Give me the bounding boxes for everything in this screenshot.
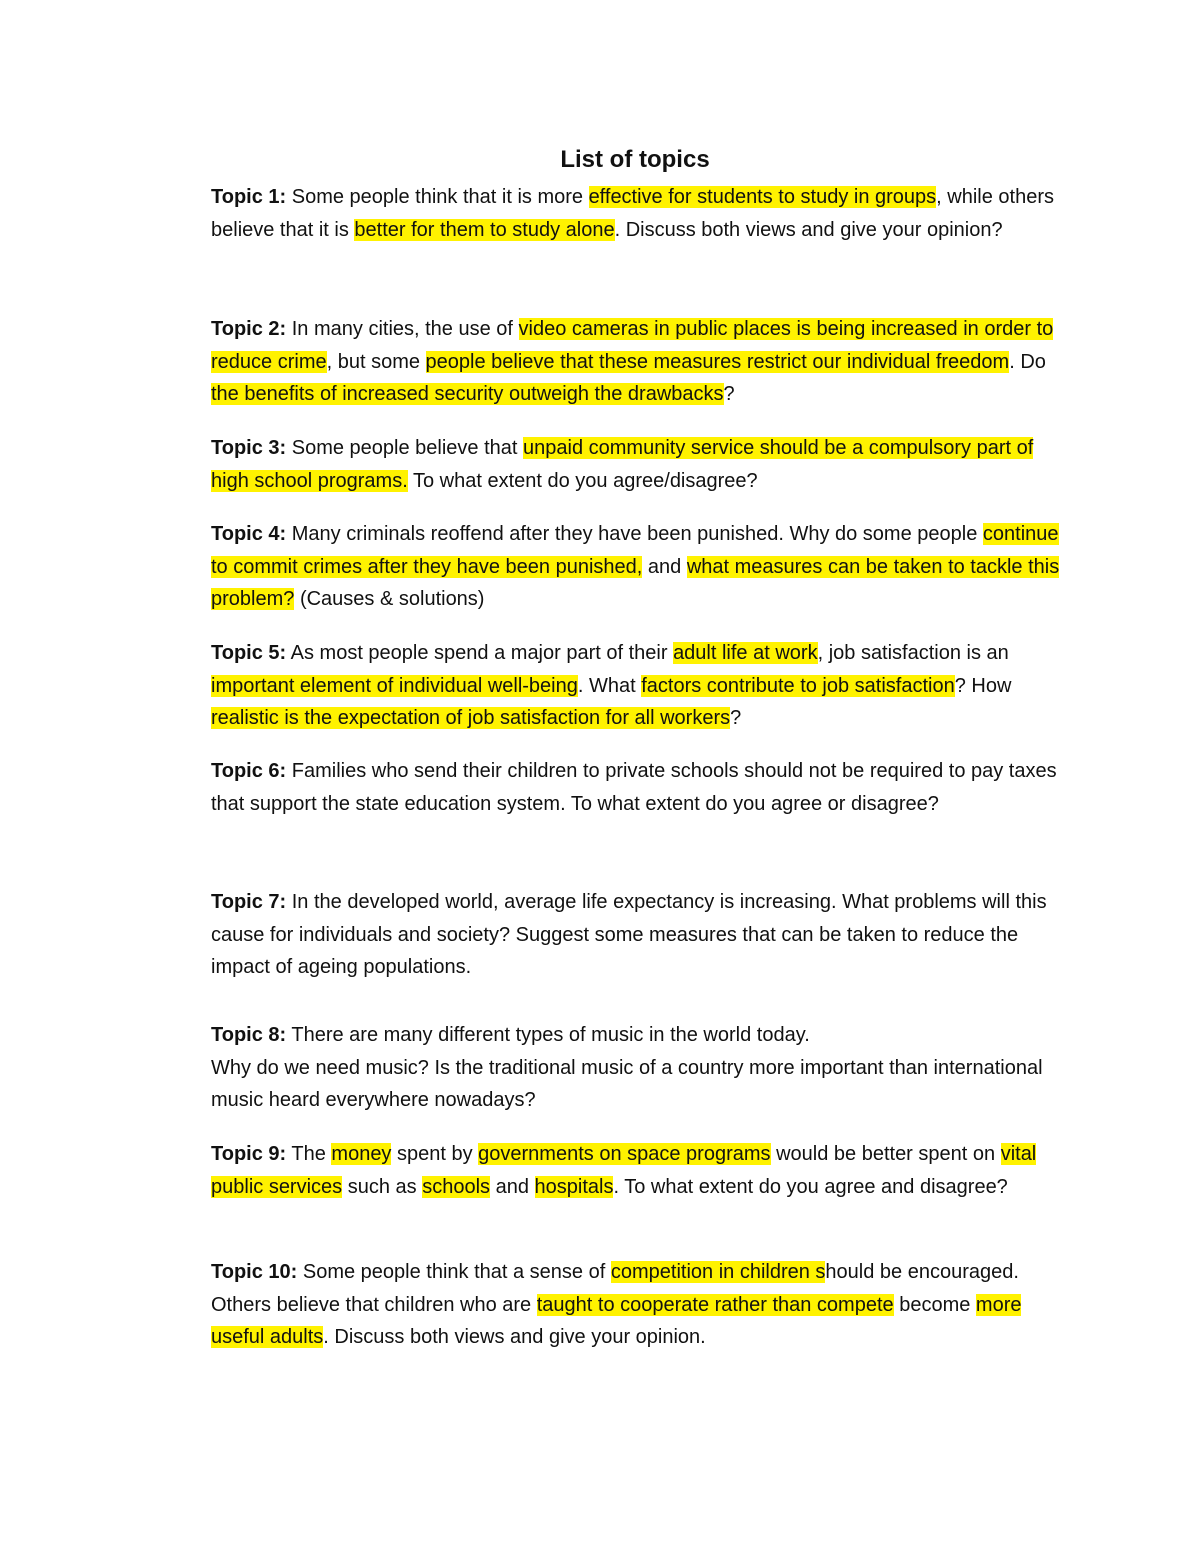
topic-5 — [211, 637, 1061, 735]
topic-text: spent by — [391, 1143, 479, 1165]
highlighted-text: what measures can be taken to tackle this problem? — [211, 555, 1060, 610]
topic-label: Topic 8: — [211, 1024, 287, 1046]
topic-label: Topic 7: — [211, 891, 287, 913]
topic-label: Topic 5: — [211, 642, 287, 664]
topic-text: In many cities, the use of — [286, 318, 519, 340]
highlighted-text: taught to cooperate rather than compete — [536, 1293, 894, 1316]
highlighted-text: competition in children s — [610, 1261, 826, 1283]
topic-text: ? — [723, 383, 735, 405]
topic-text: ? How — [954, 674, 1012, 697]
highlighted-text: better for them to study alone — [354, 218, 615, 241]
highlighted-text: realistic is the expectation of job satisfaction for all workers — [211, 707, 731, 729]
topic-4 — [211, 518, 1061, 616]
highlighted-text: governments on space programs — [478, 1143, 771, 1165]
highlighted-text: people believe that these measures restrict our individual freedom — [425, 350, 1010, 373]
highlighted-text: unpaid community service should be a compulsory part of high school programs. — [211, 437, 1034, 492]
highlighted-text: effective for students to study in groups — [588, 186, 937, 208]
topic-text: . Do — [1009, 350, 1046, 373]
topic-text: become — [893, 1293, 976, 1316]
topic-6 — [211, 755, 1061, 820]
topic-text: Some people believe that — [286, 437, 524, 459]
topic-text: As most people spend a major part of their — [286, 642, 674, 664]
highlighted-text: more useful adults — [211, 1293, 1022, 1348]
topic-label: Topic 4: — [211, 523, 287, 545]
topic-text: There are many different types of music in the world today. — [286, 1024, 810, 1046]
topic-text: Why do we need music? Is the traditional music of a country more important than international music heard everywhere nowadays? — [211, 1056, 1043, 1111]
topic-9 — [211, 1138, 1061, 1203]
topic-text: Some people think that a sense of — [297, 1261, 611, 1283]
topic-text: , but some — [326, 350, 426, 373]
highlighted-text: vital public services — [211, 1143, 1037, 1198]
document-title: List of topics — [560, 146, 710, 173]
highlighted-text: the benefits of increased security outweigh the drawbacks — [211, 383, 724, 405]
topic-text: would be better spent on — [770, 1143, 1001, 1165]
highlighted-text: schools — [422, 1175, 491, 1198]
topic-text: . What — [577, 674, 642, 697]
topic-label: Topic 10: — [211, 1261, 298, 1283]
topic-text: , job satisfaction is an — [817, 642, 1009, 664]
topic-text: hould be encouraged. Others believe that children who are — [211, 1261, 1019, 1316]
topic-text: To what extent do you agree/disagree? — [407, 469, 758, 492]
highlighted-text: video cameras in public places is being increased in order to reduce crime — [211, 318, 1054, 373]
topic-text: Some people think that it is more — [286, 186, 589, 208]
topic-label: Topic 6: — [211, 760, 287, 782]
topic-text: , while others believe that it is — [211, 186, 1055, 241]
topic-text: . To what extent do you agree and disagree? — [613, 1175, 1008, 1198]
topic-label: Topic 2: — [211, 318, 287, 340]
highlighted-text: hospitals — [534, 1175, 614, 1198]
topic-text: . Discuss both views and give your opinion? — [614, 218, 1003, 241]
topic-1 — [211, 181, 1061, 246]
highlighted-text: important element of individual well-being — [211, 674, 578, 697]
highlighted-text: continue to commit crimes after they have been punished, — [211, 523, 1059, 578]
topic-text: (Causes & solutions) — [294, 588, 485, 610]
topic-10 — [211, 1256, 1061, 1354]
topic-label: Topic 3: — [211, 437, 287, 459]
topic-text: such as — [342, 1175, 423, 1198]
topic-7 — [211, 886, 1061, 984]
topic-label: Topic 1: — [211, 186, 287, 208]
topic-label: Topic 9: — [211, 1143, 287, 1165]
topic-text: and — [642, 555, 687, 578]
topic-text: Families who send their children to private schools should not be required to pay taxes that support the state education system. To what extent do you agree or disagree? — [211, 760, 1057, 815]
topic-text: and — [490, 1175, 535, 1198]
topic-text: In the developed world, average life expectancy is increasing. What problems will this cause for individuals and society? Suggest some measures that can be taken to reduce the impact of ageing populations. — [211, 891, 1047, 978]
topic-8 — [211, 1019, 1061, 1117]
highlighted-text: money — [331, 1143, 392, 1165]
topic-text: Many criminals reoffend after they have been punished. Why do some people — [286, 523, 983, 545]
topic-text: ? — [730, 707, 742, 729]
topic-text: . Discuss both views and give your opinion. — [323, 1326, 706, 1348]
topic-3 — [211, 432, 1061, 497]
highlighted-text: factors contribute to job satisfaction — [641, 674, 955, 697]
topic-2 — [211, 313, 1061, 411]
highlighted-text: adult life at work — [673, 642, 818, 664]
topic-text: The — [286, 1143, 332, 1165]
